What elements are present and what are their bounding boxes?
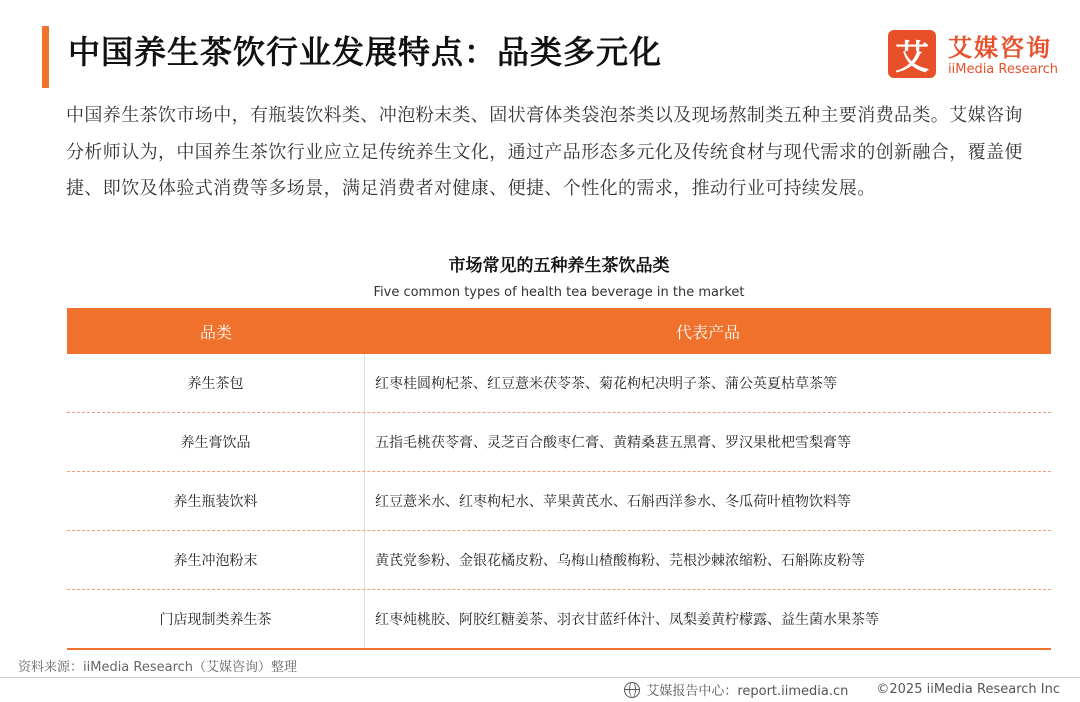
copyright: ©2025 iiMedia Research Inc	[876, 682, 1060, 697]
brand-logo	[888, 30, 1068, 82]
report-link[interactable]: 艾媒报告中心：report.iimedia.cn	[646, 684, 849, 699]
logo-mark-icon: 艾	[888, 30, 936, 78]
row-category: 养生冲泡粉末	[173, 553, 258, 569]
globe-icon	[624, 682, 640, 698]
header-products: 代表产品	[675, 322, 740, 342]
row-category: 门店现制类养生茶	[159, 612, 272, 628]
title-accent-bar	[42, 26, 49, 88]
table-row	[67, 472, 1051, 531]
row-category: 养生茶包	[187, 376, 244, 392]
row-products: 红枣炖桃胶、阿胶红糖姜茶、羽衣甘蓝纤体汁、凤梨姜黄柠檬露、益生菌水果茶等	[364, 590, 1051, 648]
source-note: 资料来源：iiMedia Research（艾媒咨询）整理	[18, 660, 298, 675]
row-products: 红豆薏米水、红枣枸杞水、苹果黄芪水、石斛西洋参水、冬瓜荷叶植物饮料等	[364, 472, 1051, 530]
intro-paragraph: 中国养生茶饮市场中，有瓶装饮料类、冲泡粉末类、固状膏体类袋泡茶类以及现场熬制类五种主要消费品类。艾媒咨询分析师认为，中国养生茶饮行业应立足传统养生文化，通过产品形态多元化及传统食材与现代需求的创新融合，覆盖便捷、即饮及体验式消费等多场景，满足消费者对健康、便捷、个性化的需求，推动行业可持续发展。	[66, 105, 1023, 199]
row-products: 黄芪党参粉、金银花橘皮粉、乌梅山楂酸梅粉、芫根沙棘浓缩粉、石斛陈皮粉等	[364, 531, 1051, 589]
page-footer	[624, 680, 1060, 699]
logo-subtitle: iiMedia Research	[948, 62, 1059, 77]
table-title: 市场常见的五种养生茶饮品类	[448, 256, 670, 276]
table-header	[67, 308, 1051, 354]
row-products: 五指毛桃茯苓膏、灵芝百合酸枣仁膏、黄精桑葚五黑膏、罗汉果枇杷雪梨膏等	[364, 413, 1051, 471]
table-subtitle: Five common types of health tea beverage in the market	[373, 285, 745, 300]
table-row	[67, 354, 1051, 413]
row-category: 养生瓶装饮料	[173, 494, 258, 510]
row-category: 养生膏饮品	[180, 435, 251, 451]
table-row	[67, 531, 1051, 590]
row-products: 红枣桂圆枸杞茶、红豆薏米茯苓茶、菊花枸杞决明子茶、蒲公英夏枯草茶等	[364, 354, 1051, 412]
table-row	[67, 413, 1051, 472]
header-category: 品类	[199, 322, 232, 342]
table-row	[67, 590, 1051, 650]
logo-name: 艾媒咨询	[948, 34, 1052, 62]
page-title: 中国养生茶饮行业发展特点：品类多元化	[68, 33, 663, 71]
category-table	[67, 308, 1051, 650]
footer-divider	[0, 677, 1080, 678]
